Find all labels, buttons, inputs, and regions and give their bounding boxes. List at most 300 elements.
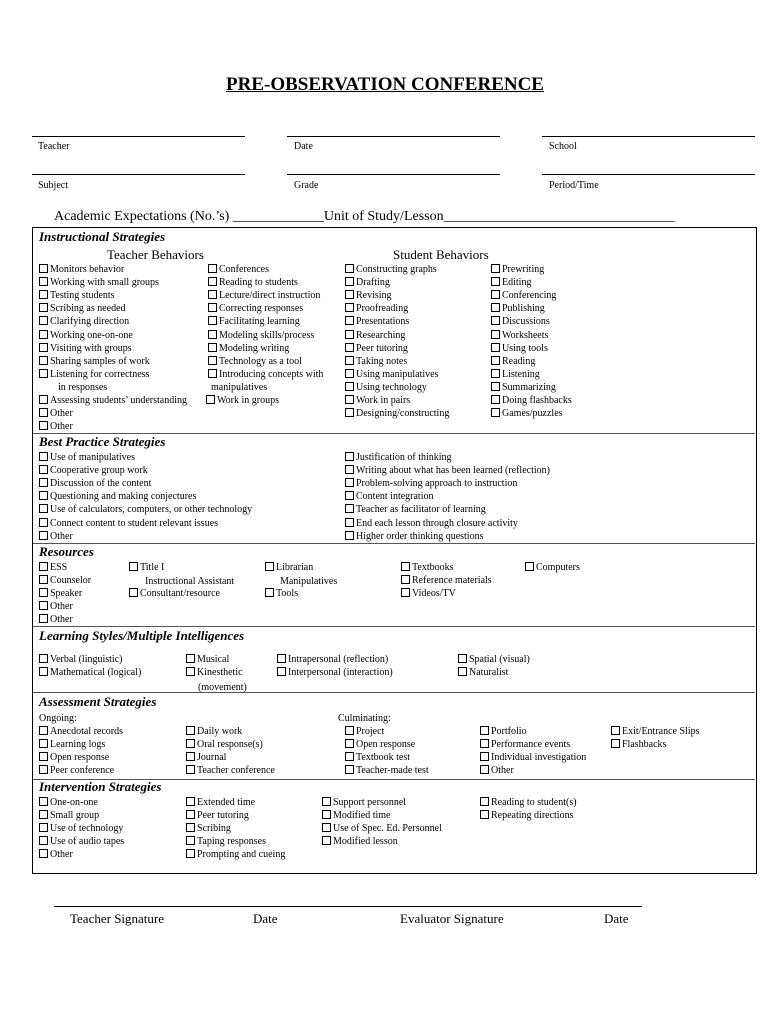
checkbox-peer-conference[interactable] [39, 764, 114, 777]
checkbox-peer-tutoring[interactable] [186, 809, 249, 822]
checkbox-square[interactable] [208, 369, 217, 378]
student-behaviors-heading: Student Behaviors [393, 247, 489, 262]
checkbox-label: Peer tutoring [356, 342, 408, 354]
checkbox-reading-to-student-s[interactable] [480, 796, 577, 809]
signature-line[interactable] [54, 906, 642, 907]
checkbox-interpersonal-interaction[interactable] [277, 666, 393, 679]
checkbox-square[interactable] [345, 316, 354, 325]
checkbox-conferencing[interactable] [491, 289, 556, 302]
checkbox-square[interactable] [277, 667, 286, 676]
checkbox-label: Other [50, 614, 73, 626]
checkbox-working-with-small-groups[interactable] [39, 276, 159, 289]
checkbox-square[interactable] [39, 491, 48, 500]
checkbox-square[interactable] [39, 765, 48, 774]
checkbox-other[interactable] [39, 848, 73, 861]
checkbox-revising[interactable] [345, 289, 392, 302]
checkbox-square[interactable] [39, 667, 48, 676]
checkbox-modeling-writing[interactable] [208, 342, 289, 355]
checkbox-label: Interpersonal (interaction) [288, 667, 393, 679]
checkbox-daily-work[interactable] [186, 725, 242, 738]
checkbox-sharing-samples-of-work[interactable] [39, 355, 150, 368]
checkbox-monitors-behavior[interactable] [39, 263, 124, 276]
checkbox-square[interactable] [480, 726, 489, 735]
checkbox-square[interactable] [39, 264, 48, 273]
checkbox-label: Content integration [356, 491, 434, 503]
checkbox-kinesthetic[interactable] [186, 666, 243, 679]
period-time-label: Period/Time [549, 180, 599, 191]
checkbox-modified-lesson[interactable] [322, 835, 398, 848]
checkbox-square[interactable] [345, 408, 354, 417]
checkbox-label: Spatial (visual) [469, 654, 530, 665]
checkbox-summarizing[interactable] [491, 381, 556, 394]
checkbox-label: Scribing as needed [50, 303, 126, 315]
checkbox-anecdotal-records[interactable] [39, 725, 123, 738]
checkbox-square[interactable] [345, 752, 354, 761]
checkbox-discussion-of-the-content[interactable] [39, 477, 151, 490]
checkbox-teacher-conference[interactable] [186, 764, 275, 777]
checkbox-small-group[interactable] [39, 809, 99, 822]
checkbox-label: Using tools [502, 342, 548, 354]
checkbox-reference-materials[interactable] [401, 574, 492, 587]
checkbox-square[interactable] [39, 369, 48, 378]
checkbox-square[interactable] [129, 588, 138, 597]
checkbox-reading-to-students[interactable] [208, 276, 298, 289]
checkbox-square[interactable] [39, 726, 48, 735]
checkbox-other[interactable] [39, 530, 73, 543]
checkbox-square[interactable] [480, 765, 489, 774]
checkbox-square[interactable] [401, 562, 410, 571]
checkbox-square[interactable] [345, 739, 354, 748]
checkbox-teacher-as-facilitator-of-learning[interactable] [345, 503, 486, 516]
checkbox-label: Other [50, 408, 73, 420]
checkbox-square[interactable] [491, 290, 500, 299]
checkbox-square[interactable] [480, 739, 489, 748]
checkbox-square[interactable] [345, 264, 354, 273]
checkbox-square[interactable] [480, 810, 489, 819]
checkbox-label: Visiting with groups [50, 342, 132, 354]
checkbox-label: Portfolio [491, 726, 527, 737]
checkbox-square[interactable] [129, 562, 138, 571]
checkbox-square[interactable] [345, 395, 354, 404]
checkbox-square[interactable] [39, 408, 48, 417]
checkbox-square[interactable] [208, 330, 217, 339]
checkbox-label: Learning logs [50, 739, 106, 751]
checkbox-proofreading[interactable] [345, 302, 408, 315]
checkbox-square[interactable] [491, 277, 500, 286]
checkbox-flashbacks[interactable] [611, 738, 666, 751]
checkbox-scribing[interactable] [186, 822, 231, 835]
checkbox-label: Modeling skills/process [219, 329, 315, 341]
checkbox-open-response[interactable] [345, 738, 415, 751]
checkbox-questioning-and-making-conjectures[interactable] [39, 490, 196, 503]
checkbox-label: Problem-solving approach to instruction [356, 478, 518, 490]
checkbox-taping-responses[interactable] [186, 835, 266, 848]
checkbox-technology-as-a-tool[interactable] [208, 355, 302, 368]
checkbox-square[interactable] [186, 765, 195, 774]
checkbox-other[interactable] [39, 407, 73, 420]
checkbox-square[interactable] [458, 654, 467, 663]
period-time-field[interactable] [542, 174, 755, 175]
checkbox-constructing-graphs[interactable] [345, 263, 437, 276]
checkbox-higher-order-thinking-questions[interactable] [345, 530, 483, 543]
checkbox-label: Exit/Entrance Slips [622, 726, 700, 737]
checkbox-square[interactable] [491, 369, 500, 378]
checkbox-correcting-responses[interactable] [208, 302, 303, 315]
checkbox-speaker[interactable] [39, 587, 82, 600]
checkbox-use-of-technology[interactable] [39, 822, 123, 835]
checkbox-games-puzzles[interactable] [491, 407, 563, 420]
checkbox-label: Higher order thinking questions [356, 530, 484, 542]
checkbox-use-of-calculators-computers-or-other-technology[interactable] [39, 503, 252, 516]
checkbox-square[interactable] [458, 667, 467, 676]
checkbox-square[interactable] [39, 836, 48, 845]
checkbox-square[interactable] [491, 343, 500, 352]
checkbox-square[interactable] [345, 465, 354, 474]
checkbox-square[interactable] [39, 810, 48, 819]
checkbox-square[interactable] [39, 330, 48, 339]
checkbox-consultant-resource[interactable] [129, 587, 220, 600]
checkbox-oral-response-s[interactable] [186, 738, 263, 751]
checkbox-verbal-linguistic[interactable] [39, 653, 122, 666]
intervention-strategies-heading: Intervention Strategies [39, 779, 162, 794]
checkbox-square[interactable] [39, 654, 48, 663]
checkbox-label: Intrapersonal (reflection) [288, 654, 389, 665]
checkbox-square[interactable] [186, 752, 195, 761]
checkbox-square[interactable] [208, 356, 217, 365]
checkbox-square[interactable] [491, 303, 500, 312]
checkbox-label: Worksheets [502, 329, 549, 341]
checkbox-label: Reference materials [412, 575, 492, 587]
checkbox-label: Teacher as facilitator of learning [356, 504, 486, 516]
checkbox-work-in-pairs[interactable] [345, 394, 410, 407]
checkbox-square[interactable] [39, 849, 48, 858]
checkbox-tools[interactable] [265, 587, 298, 600]
checkbox-square[interactable] [322, 823, 331, 832]
checkbox-square[interactable] [39, 290, 48, 299]
checkbox-other[interactable] [39, 420, 73, 433]
checkbox-square[interactable] [208, 290, 217, 299]
checkbox-square[interactable] [186, 810, 195, 819]
checkbox-square[interactable] [345, 452, 354, 461]
checkbox-label: Reading [502, 355, 536, 367]
checkbox-exit-entrance-slips[interactable] [611, 725, 700, 738]
checkbox-taking-notes[interactable] [345, 355, 407, 368]
checkbox-teacher-made-test[interactable] [345, 764, 429, 777]
checkbox-label: Modeling writing [219, 342, 290, 354]
checkbox-square[interactable] [39, 797, 48, 806]
checkbox-individual-investigation[interactable] [480, 751, 586, 764]
checkbox-square[interactable] [611, 726, 620, 735]
checkbox-square[interactable] [491, 316, 500, 325]
checkbox-square[interactable] [39, 504, 48, 513]
checkbox-square[interactable] [277, 654, 286, 663]
checkbox-square[interactable] [39, 277, 48, 286]
checkbox-using-technology[interactable] [345, 381, 427, 394]
checkbox-justification-of-thinking[interactable] [345, 451, 452, 464]
checkbox-label: End each lesson through closure activity [356, 517, 518, 529]
checkbox-label: Scribing [197, 823, 231, 835]
checkbox-extended-time[interactable] [186, 796, 255, 809]
checkbox-label: Assessing students’ understanding [50, 395, 188, 406]
checkbox-square[interactable] [345, 356, 354, 365]
checkbox-librarian[interactable] [265, 561, 313, 574]
checkbox-textbook-test[interactable] [345, 751, 410, 764]
checkbox-square[interactable] [345, 382, 354, 391]
checkbox-square[interactable] [186, 654, 195, 663]
checkbox-square[interactable] [39, 303, 48, 312]
checkbox-square[interactable] [186, 823, 195, 832]
checkbox-label: Use of Spec. Ed. Personnel [333, 823, 442, 835]
checkbox-testing-students[interactable] [39, 289, 115, 302]
academic-expectations-line[interactable]: Academic Expectations (No.’s) _____________Unit of Study/Lesson_________________________________ [54, 209, 675, 224]
checkbox-use-of-manipulatives[interactable] [39, 451, 135, 464]
checkbox-square[interactable] [401, 588, 410, 597]
checkbox-square[interactable] [525, 562, 534, 571]
checkbox-square[interactable] [39, 395, 48, 404]
checkbox-work-in-groups[interactable] [206, 394, 279, 407]
checkbox-square[interactable] [345, 726, 354, 735]
checkbox-computers[interactable] [525, 561, 580, 574]
checkbox-designing-constructing[interactable] [345, 407, 449, 420]
checkbox-square[interactable] [39, 823, 48, 832]
checkbox-square[interactable] [265, 562, 274, 571]
checkbox-title-i[interactable] [129, 561, 164, 574]
checkbox-writing-about-what-has-been-learned-reflection[interactable] [345, 464, 550, 477]
checkbox-label: Kinesthetic [197, 667, 243, 679]
checkbox-reading[interactable] [491, 355, 535, 368]
checkbox-other[interactable] [39, 600, 73, 613]
teacher-behaviors-heading: Teacher Behaviors [107, 247, 204, 262]
checkbox-square[interactable] [39, 518, 48, 527]
checkbox-textbooks[interactable] [401, 561, 454, 574]
checkbox-square[interactable] [208, 343, 217, 352]
checkbox-square[interactable] [186, 667, 195, 676]
checkbox-label: Clarifying direction [50, 316, 130, 328]
checkbox-label: Extended time [197, 797, 256, 808]
checkbox-musical[interactable] [186, 653, 229, 666]
checkbox-square[interactable] [345, 491, 354, 500]
checkbox-label: Other [50, 601, 73, 613]
school-field[interactable] [542, 136, 755, 137]
checkbox-square[interactable] [208, 264, 217, 273]
checkbox-label: Daily work [197, 726, 243, 737]
checkbox-square[interactable] [39, 575, 48, 584]
checkbox-square[interactable] [39, 588, 48, 597]
checkbox-square[interactable] [480, 752, 489, 761]
checkbox-label: Monitors behavior [50, 264, 125, 275]
checkbox-assessing-students-understanding[interactable] [39, 394, 187, 407]
checkbox-square[interactable] [322, 797, 331, 806]
checkbox-label: Introducing concepts with [219, 368, 324, 380]
checkbox-label: Revising [356, 290, 392, 302]
checkbox-one-on-one[interactable] [39, 796, 98, 809]
checkbox-prewriting[interactable] [491, 263, 544, 276]
checkbox-modified-time[interactable] [322, 809, 391, 822]
checkbox-scribing-as-needed[interactable] [39, 302, 126, 315]
checkbox-visiting-with-groups[interactable] [39, 342, 132, 355]
checkbox-label: Working with small groups [50, 277, 159, 289]
checkbox-label: Designing/constructing [356, 408, 450, 420]
checkbox-clarifying-direction[interactable] [39, 315, 129, 328]
checkbox-label: Computers [536, 562, 580, 573]
checkbox-project[interactable] [345, 725, 384, 738]
checkbox-square[interactable] [39, 452, 48, 461]
checkbox-square[interactable] [186, 726, 195, 735]
checkbox-label: Correcting responses [219, 303, 304, 315]
checkbox-researching[interactable] [345, 329, 405, 342]
grade-field[interactable] [287, 174, 500, 175]
checkbox-label: Journal [197, 752, 227, 764]
checkbox-square[interactable] [345, 531, 354, 540]
checkbox-label: Work in groups [217, 395, 279, 406]
checkbox-support-personnel[interactable] [322, 796, 406, 809]
resources-heading: Resources [39, 544, 94, 559]
checkbox-square[interactable] [491, 330, 500, 339]
checkbox-square[interactable] [39, 614, 48, 623]
checkbox-journal[interactable] [186, 751, 226, 764]
checkbox-square[interactable] [345, 277, 354, 286]
checkbox-square[interactable] [345, 343, 354, 352]
checkbox-problem-solving-approach-to-instruction[interactable] [345, 477, 517, 490]
checkbox-use-of-audio-tapes[interactable] [39, 835, 124, 848]
checkbox-square[interactable] [39, 316, 48, 325]
checkbox-presentations[interactable] [345, 315, 409, 328]
checkbox-square[interactable] [39, 752, 48, 761]
checkbox-peer-tutoring[interactable] [345, 342, 408, 355]
checkbox-label: Verbal (linguistic) [50, 654, 123, 665]
checkbox-end-each-lesson-through-closure-activity[interactable] [345, 517, 518, 530]
continuation-text: (movement) [198, 682, 247, 693]
checkbox-discussions[interactable] [491, 315, 550, 328]
checkbox-publishing[interactable] [491, 302, 545, 315]
checkbox-content-integration[interactable] [345, 490, 434, 503]
checkbox-listening-for-correctness[interactable] [39, 368, 149, 381]
checkbox-label: Using manipulatives [356, 368, 439, 380]
checkbox-label: Use of audio tapes [50, 836, 125, 848]
checkbox-square[interactable] [39, 601, 48, 610]
checkbox-square[interactable] [491, 382, 500, 391]
checkbox-square[interactable] [345, 765, 354, 774]
checkbox-label: Technology as a tool [219, 355, 302, 367]
resource-manipulatives: Manipulatives [280, 576, 338, 587]
checkbox-using-manipulatives[interactable] [345, 368, 439, 381]
checkbox-square[interactable] [39, 465, 48, 474]
checkbox-mathematical-logical[interactable] [39, 666, 141, 679]
checkbox-editing[interactable] [491, 276, 531, 289]
checkbox-doing-flashbacks[interactable] [491, 394, 572, 407]
checkbox-square[interactable] [39, 739, 48, 748]
checkbox-worksheets[interactable] [491, 329, 548, 342]
checkbox-counselor[interactable] [39, 574, 91, 587]
checkbox-square[interactable] [345, 518, 354, 527]
checkbox-square[interactable] [39, 421, 48, 430]
checkbox-videos-tv[interactable] [401, 587, 456, 600]
checkbox-facilitating-learning[interactable] [208, 315, 300, 328]
checkbox-square[interactable] [208, 303, 217, 312]
checkbox-square[interactable] [186, 849, 195, 858]
checkbox-square[interactable] [39, 356, 48, 365]
checkbox-repeating-directions[interactable] [480, 809, 573, 822]
checkbox-label: Reading to students [219, 277, 298, 289]
checkbox-introducing-concepts-with[interactable] [208, 368, 323, 381]
checkbox-label: Discussion of the content [50, 478, 152, 490]
checkbox-square[interactable] [322, 810, 331, 819]
checkbox-listening[interactable] [491, 368, 540, 381]
checkbox-square[interactable] [345, 303, 354, 312]
checkbox-square[interactable] [345, 478, 354, 487]
checkbox-using-tools[interactable] [491, 342, 548, 355]
checkbox-drafting[interactable] [345, 276, 390, 289]
checkbox-square[interactable] [322, 836, 331, 845]
checkbox-square[interactable] [208, 277, 217, 286]
checkbox-conferences[interactable] [208, 263, 269, 276]
checkbox-label: Anecdotal records [50, 726, 124, 737]
checkbox-connect-content-to-student-relevant-issues[interactable] [39, 517, 218, 530]
date-field[interactable] [287, 136, 500, 137]
checkbox-spatial-visual[interactable] [458, 653, 530, 666]
checkbox-ess[interactable] [39, 561, 67, 574]
checkbox-label: Constructing graphs [356, 264, 437, 275]
checkbox-square[interactable] [39, 343, 48, 352]
checkbox-square[interactable] [208, 316, 217, 325]
checkbox-square[interactable] [345, 369, 354, 378]
checkbox-square[interactable] [186, 836, 195, 845]
checkbox-label: Doing flashbacks [502, 395, 572, 406]
checkbox-lecture-direct-instruction[interactable] [208, 289, 320, 302]
checkbox-learning-logs[interactable] [39, 738, 105, 751]
checkbox-label: Prewriting [502, 264, 545, 275]
checkbox-square[interactable] [491, 264, 500, 273]
checkbox-square[interactable] [345, 290, 354, 299]
checkbox-square[interactable] [345, 330, 354, 339]
subject-field[interactable] [32, 174, 245, 175]
checkbox-square[interactable] [186, 797, 195, 806]
checkbox-square[interactable] [186, 739, 195, 748]
checkbox-square[interactable] [206, 395, 215, 404]
checkbox-prompting-and-cueing[interactable] [186, 848, 285, 861]
checkbox-label: Connect content to student relevant issues [50, 517, 219, 529]
checkbox-square[interactable] [611, 739, 620, 748]
checkbox-square[interactable] [480, 797, 489, 806]
checkbox-working-one-on-one[interactable] [39, 329, 133, 342]
checkbox-label: Conferencing [502, 290, 557, 302]
checkbox-square[interactable] [265, 588, 274, 597]
checkbox-square[interactable] [491, 395, 500, 404]
teacher-field[interactable] [32, 136, 245, 137]
checkbox-performance-events[interactable] [480, 738, 570, 751]
checkbox-label: Project [356, 726, 385, 737]
checkbox-square[interactable] [39, 531, 48, 540]
checkbox-square[interactable] [39, 562, 48, 571]
checkbox-portfolio[interactable] [480, 725, 527, 738]
checkbox-intrapersonal-reflection[interactable] [277, 653, 388, 666]
checkbox-modeling-skills-process[interactable] [208, 329, 314, 342]
ongoing-label: Ongoing: [39, 713, 77, 724]
checkbox-use-of-spec-ed-personnel[interactable] [322, 822, 442, 835]
checkbox-square[interactable] [345, 504, 354, 513]
checkbox-square[interactable] [401, 575, 410, 584]
date-label: Date [253, 911, 278, 926]
checkbox-cooperative-group-work[interactable] [39, 464, 148, 477]
checkbox-label: Oral response(s) [197, 739, 263, 751]
checkbox-other[interactable] [39, 613, 73, 626]
checkbox-naturalist[interactable] [458, 666, 508, 679]
checkbox-square[interactable] [491, 408, 500, 417]
checkbox-square[interactable] [491, 356, 500, 365]
checkbox-square[interactable] [39, 478, 48, 487]
checkbox-other[interactable] [480, 764, 514, 777]
checkbox-open-response[interactable] [39, 751, 109, 764]
